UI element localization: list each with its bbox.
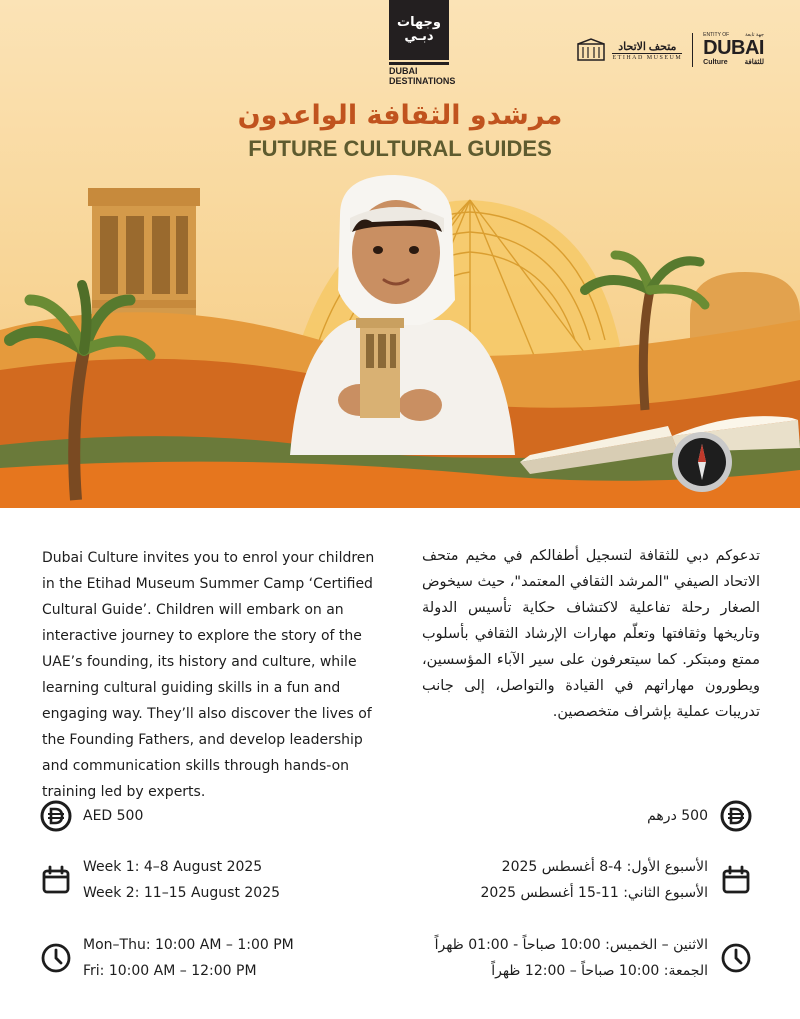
price-arabic [647,800,752,832]
logo-arabic-top: وجهات [397,15,441,31]
partner-logos [576,30,764,70]
price-english [40,800,143,832]
intro-arabic: تدعوكم دبي للثقافة لتسجيل أطفالكم في مخيم متحف الاتحاد الصيفي "المرشد الثقافي المعتمد"، حيث سيخوض الصغار رحلة تفاعلية لاكتشاف حكاية تأسيس الدولة وتاريخها وثقافتها وتعلّم مهارات الإرشاد الثقافي بأسلوب ممتع ومبتكر. كما سيتعرفون على سير الآباء المؤسسين، ويطورون مهاراتهم في القيادة والتواصل، إلى جانب تدريبات عملية بإشراف متخصصين. [422,548,760,720]
dc-entity-ar: جهة تابعة [745,32,764,39]
dc-sub-en: Culture [703,59,728,67]
time-fri-en: Fri: 10:00 AM – 12:00 PM [83,963,257,979]
logo-arabic-bottom: دبـي [404,29,434,44]
logo-divider [389,62,449,65]
dc-sub-ar: للثقافة [744,59,764,67]
times-english [40,932,294,984]
times-arabic [435,932,752,984]
intro-english: Dubai Culture invites you to enrol your children in the Etihad Museum Summer Camp ‘Certified Cultural Guide’. Children will embark on an interactive journey to explore the story of the UAE’s founding, its history and culture, while learning cultural guiding skills in a fun and engaging way. They’ll also discover the lives of the Founding Fathers, and develop leadership and communication skills through hands-on training led by experts. [42,550,375,800]
dirham-icon [720,800,752,832]
clock-icon [40,942,72,974]
price-value-en: AED 500 [83,808,144,824]
logo-line-1: DUBAI [389,66,418,76]
dubai-destinations-logo [389,0,456,87]
dates-english [40,854,280,906]
time-mon-thu-ar: الاثنين – الخميس: 10:00 صباحاً - 01:00 ظهراً [434,937,708,953]
page-title-english: FUTURE CULTURAL GUIDES [248,136,552,161]
date-week-1-en: Week 1: 4–8 August 2025 [83,859,263,875]
date-week-1-ar: الأسبوع الأول: 4-8 أغسطس 2025 [501,859,708,875]
dubai-culture-logo [703,33,764,67]
etihad-museum-logo [576,38,682,62]
dates-arabic [480,854,752,906]
dirham-icon [40,800,72,832]
date-week-2-en: Week 2: 11–15 August 2025 [83,885,281,901]
calendar-icon [720,864,752,896]
price-value-ar: 500 درهم [647,808,708,824]
time-fri-ar: الجمعة: 10:00 صباحاً – 12:00 ظهراً [491,963,708,979]
etihad-building-icon [576,38,606,62]
time-mon-thu-en: Mon–Thu: 10:00 AM – 1:00 PM [83,937,294,953]
hero-banner [0,0,800,508]
calendar-icon [40,864,72,896]
dc-entity-en: ENTITY OF [703,32,730,39]
logo-line-2: DESTINATIONS [389,76,456,87]
clock-icon [720,942,752,974]
date-week-2-ar: الأسبوع الثاني: 11-15 أغسطس 2025 [480,885,708,901]
logo-separator [692,33,693,67]
logo-text [389,66,456,87]
etihad-english-name: ETIHAD MUSEUM [612,54,683,61]
dc-name: DUBAI [703,37,764,60]
logo-mark [389,0,449,60]
etihad-arabic-name: متحف الاتحاد [618,40,677,53]
page-title-arabic: مرشدو الثقافة الواعدون [237,100,563,131]
